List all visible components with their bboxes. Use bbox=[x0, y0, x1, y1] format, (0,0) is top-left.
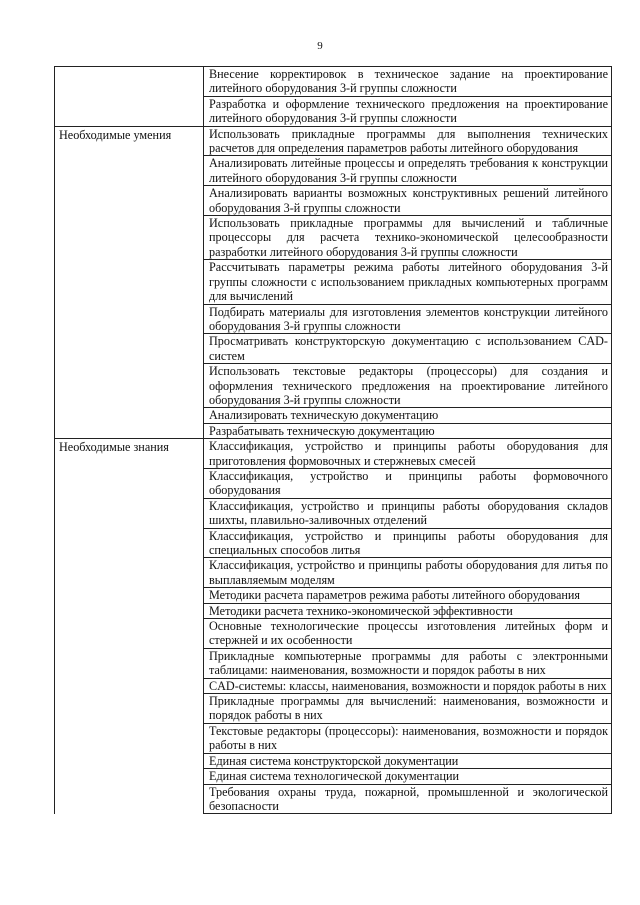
table-row bbox=[55, 126, 612, 156]
skill-item: Использовать текстовые редакторы (процессоры) для создания и оформления технического предложения на проектирование литейного оборудования 3-й группы сложности bbox=[204, 364, 612, 408]
knowledge-item: Требования охраны труда, пожарной, промышленной и экологической безопасности bbox=[204, 784, 612, 814]
knowledge-item: Классификация, устройство и принципы работы оборудования для приготовления формовочных и стержневых смесей bbox=[204, 439, 612, 469]
table-row bbox=[55, 439, 612, 469]
knowledge-item: Классификация, устройство и принципы работы формовочного оборудования bbox=[204, 468, 612, 498]
competency-table bbox=[54, 66, 612, 814]
knowledge-item: Текстовые редакторы (процессоры): наименования, возможности и порядок работы в них bbox=[204, 723, 612, 753]
knowledge-item: Единая система технологической документации bbox=[204, 769, 612, 784]
knowledge-item: Прикладные компьютерные программы для работы с электронными таблицами: наименования, возможности и порядок работы в них bbox=[204, 648, 612, 678]
knowledge-item: Прикладные программы для вычислений: наименования, возможности и порядок работы в них bbox=[204, 694, 612, 724]
page-number: 9 bbox=[317, 40, 323, 52]
skill-item: Использовать прикладные программы для вычислений и табличные процессоры для расчета технико-экономической целесообразности разработки литейного оборудования 3-й группы сложности bbox=[204, 216, 612, 260]
continuation-item: Разработка и оформление технического предложения на проектирование литейного оборудования 3-й группы сложности bbox=[204, 96, 612, 126]
skill-item: Разрабатывать техническую документацию bbox=[204, 423, 612, 438]
skill-item: Просматривать конструкторскую документацию с использованием CAD-систем bbox=[204, 334, 612, 364]
knowledge-item: Классификация, устройство и принципы работы оборудования для литья по выплавляемым моделям bbox=[204, 558, 612, 588]
knowledge-item: CAD-системы: классы, наименования, возможности и порядок работы в них bbox=[204, 678, 612, 693]
knowledge-label-cell bbox=[55, 439, 204, 814]
knowledge-item: Единая система конструкторской документации bbox=[204, 753, 612, 768]
skill-item: Анализировать варианты возможных конструктивных решений литейного оборудования 3-й группы сложности bbox=[204, 186, 612, 216]
skill-item: Подбирать материалы для изготовления элементов конструкции литейного оборудования 3-й группы сложности bbox=[204, 304, 612, 334]
skills-label: Необходимые умения bbox=[59, 127, 172, 142]
continuation-item: Внесение корректировок в техническое задание на проектирование литейного оборудования 3-й группы сложности bbox=[204, 67, 612, 97]
skill-item: Анализировать литейные процессы и определять требования к конструкции литейного оборудования 3-й группы сложности bbox=[204, 156, 612, 186]
knowledge-item: Основные технологические процессы изготовления литейных форм и стержней и их особенности bbox=[204, 619, 612, 649]
skill-item: Использовать прикладные программы для выполнения технических расчетов для определения параметров работы литейного оборудования bbox=[204, 126, 612, 156]
knowledge-item: Классификация, устройство и принципы работы оборудования складов шихты, плавильно-заливочных отделений bbox=[204, 498, 612, 528]
skill-item: Анализировать техническую документацию bbox=[204, 408, 612, 423]
continuation-label-cell bbox=[55, 67, 204, 127]
knowledge-item: Методики расчета технико-экономической эффективности bbox=[204, 603, 612, 618]
knowledge-item: Классификация, устройство и принципы работы оборудования для специальных способов литья bbox=[204, 528, 612, 558]
skill-item: Рассчитывать параметры режима работы литейного оборудования 3-й группы сложности с использованием прикладных компьютерных программ для вычислений bbox=[204, 260, 612, 304]
knowledge-item: Методики расчета параметров режима работы литейного оборудования bbox=[204, 588, 612, 603]
knowledge-label: Необходимые знания bbox=[59, 440, 169, 455]
skills-label-cell bbox=[55, 126, 204, 439]
table-row bbox=[55, 67, 612, 97]
